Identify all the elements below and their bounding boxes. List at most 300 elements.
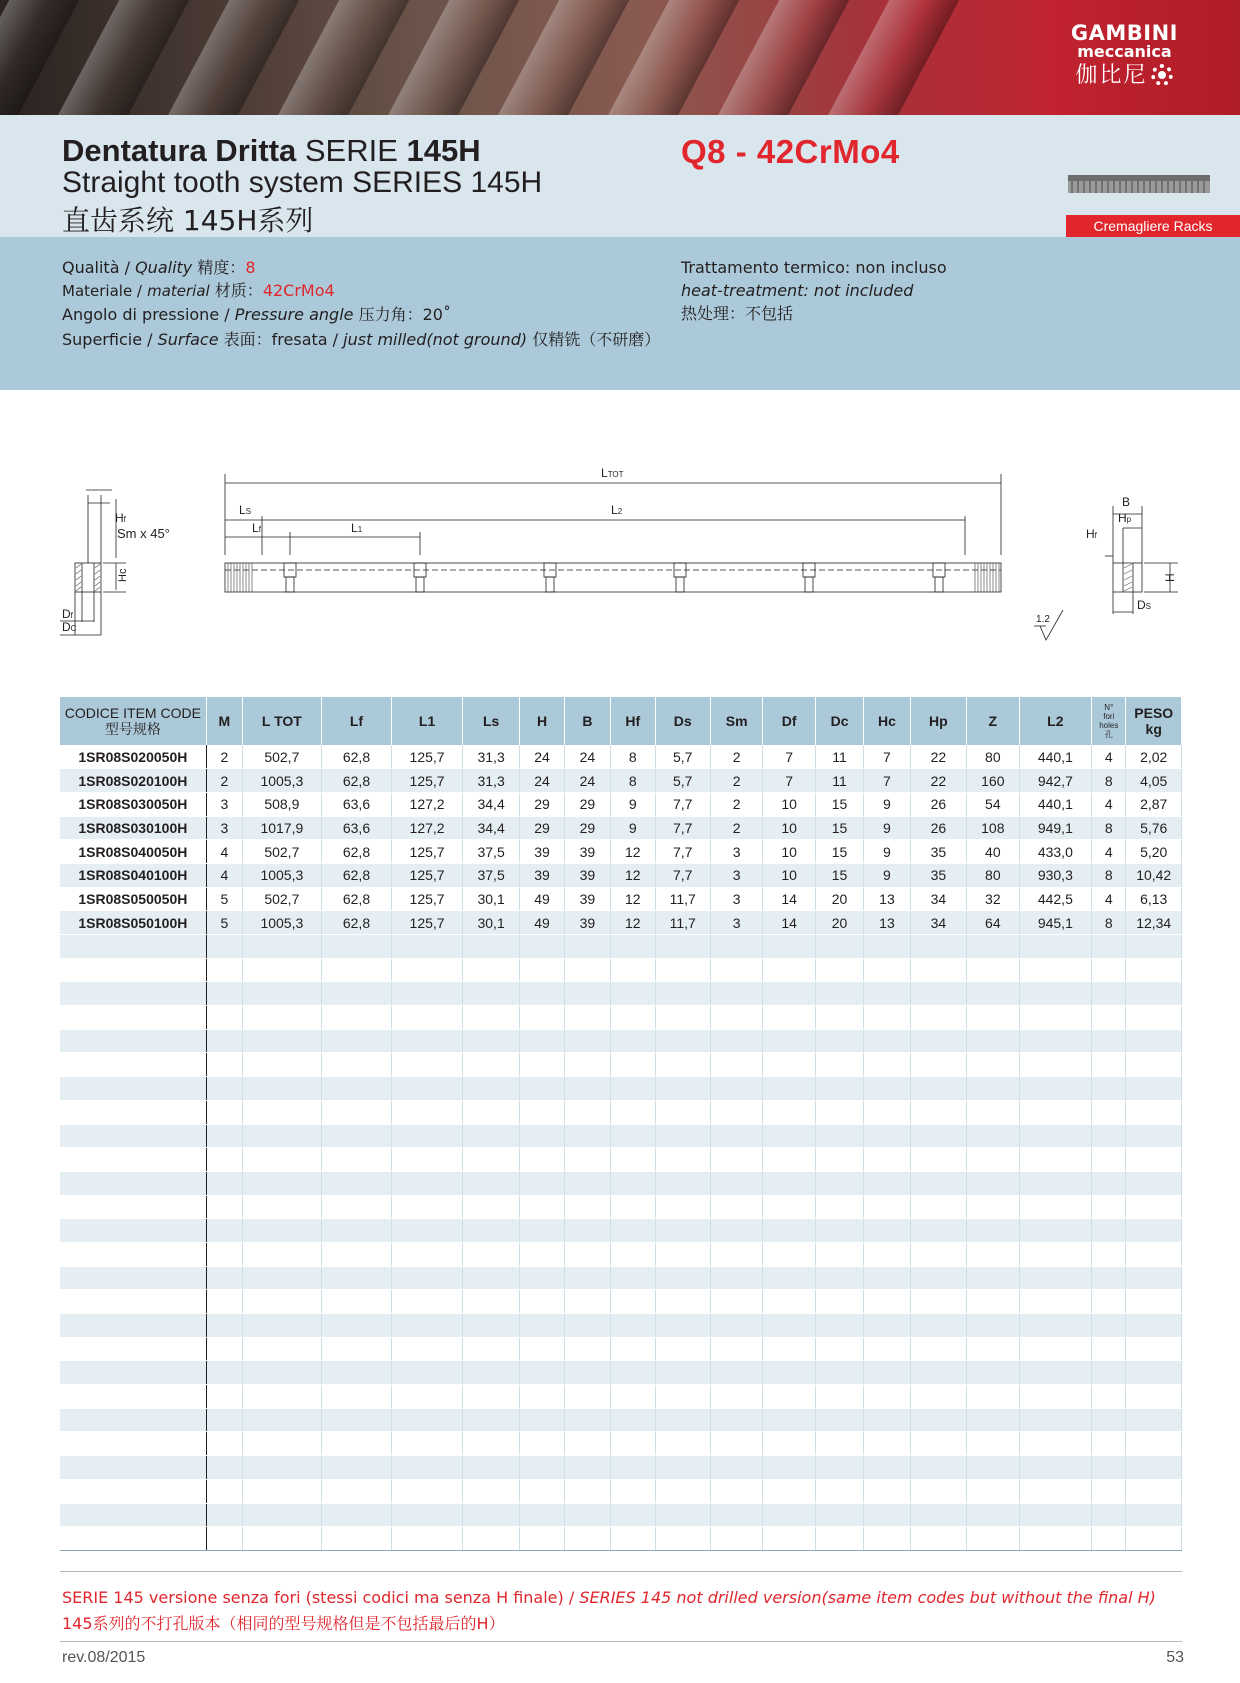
table-cell bbox=[243, 1124, 322, 1148]
table-cell bbox=[763, 1195, 815, 1219]
table-cell bbox=[321, 935, 392, 959]
table-cell bbox=[462, 1385, 519, 1409]
table-cell: 1005,3 bbox=[243, 769, 322, 793]
table-cell bbox=[611, 1527, 655, 1551]
table-cell bbox=[864, 982, 910, 1006]
table-cell: 125,7 bbox=[392, 863, 463, 887]
table-cell: 8 bbox=[611, 769, 655, 793]
table-row bbox=[60, 769, 1182, 793]
table-cell bbox=[864, 935, 910, 959]
table-cell: 40 bbox=[967, 840, 1019, 864]
table-cell bbox=[392, 1314, 463, 1338]
table-cell: 502,7 bbox=[243, 840, 322, 864]
table-cell bbox=[967, 1219, 1019, 1243]
table-cell: 12 bbox=[611, 863, 655, 887]
table-cell: 49 bbox=[520, 887, 564, 911]
table-cell bbox=[392, 1242, 463, 1266]
table-cell bbox=[520, 935, 564, 959]
table-cell: 125,7 bbox=[392, 745, 463, 769]
table-cell bbox=[1126, 1337, 1182, 1361]
table-cell: 12 bbox=[611, 911, 655, 935]
table-cell bbox=[206, 958, 242, 982]
table-cell: 29 bbox=[564, 792, 610, 816]
brand-subname: meccanica bbox=[1077, 42, 1172, 61]
table-cell bbox=[710, 1314, 762, 1338]
item-code-cell bbox=[60, 1266, 206, 1290]
dim-ls: LS bbox=[239, 503, 252, 517]
col-header-sm: Sm bbox=[710, 697, 762, 745]
table-cell: 35 bbox=[910, 863, 966, 887]
empty-table-row bbox=[60, 1029, 1182, 1053]
table-cell bbox=[710, 1432, 762, 1456]
table-cell bbox=[321, 1314, 392, 1338]
table-cell bbox=[710, 935, 762, 959]
table-cell: 4 bbox=[1092, 792, 1126, 816]
item-code-cell: 1SR08S050100H bbox=[60, 911, 206, 935]
table-cell bbox=[243, 1503, 322, 1527]
table-cell bbox=[321, 1456, 392, 1480]
dim-hf-left: Hf bbox=[115, 511, 126, 525]
table-cell: 2,87 bbox=[1126, 792, 1182, 816]
empty-table-row bbox=[60, 1337, 1182, 1361]
footer-note-series bbox=[62, 1588, 1156, 1607]
table-cell bbox=[564, 1053, 610, 1077]
table-cell bbox=[462, 958, 519, 982]
spec-label-en: material bbox=[147, 282, 210, 300]
table-cell bbox=[520, 1432, 564, 1456]
table-cell bbox=[392, 1527, 463, 1551]
table-cell bbox=[206, 1053, 242, 1077]
table-cell bbox=[815, 1219, 863, 1243]
table-cell bbox=[564, 1503, 610, 1527]
table-cell bbox=[710, 982, 762, 1006]
table-cell bbox=[392, 1456, 463, 1480]
table-cell bbox=[1126, 1053, 1182, 1077]
title-it-prefix: Dentatura Dritta bbox=[62, 133, 297, 168]
table-cell bbox=[564, 1432, 610, 1456]
table-cell bbox=[520, 1290, 564, 1314]
table-cell bbox=[392, 1432, 463, 1456]
table-cell bbox=[864, 1006, 910, 1030]
table-cell bbox=[655, 1124, 710, 1148]
table-cell bbox=[910, 1314, 966, 1338]
item-code-cell bbox=[60, 1479, 206, 1503]
table-cell bbox=[1019, 982, 1092, 1006]
table-cell bbox=[1092, 1100, 1126, 1124]
table-cell: 20 bbox=[815, 887, 863, 911]
table-cell bbox=[462, 1171, 519, 1195]
spec-value: 8 bbox=[245, 258, 256, 277]
table-cell bbox=[564, 1077, 610, 1101]
table-cell bbox=[815, 1195, 863, 1219]
table-cell bbox=[967, 1337, 1019, 1361]
table-cell bbox=[321, 1171, 392, 1195]
table-cell bbox=[967, 958, 1019, 982]
table-cell bbox=[967, 1006, 1019, 1030]
table-cell: 8 bbox=[1092, 769, 1126, 793]
table-cell bbox=[655, 1053, 710, 1077]
table-cell bbox=[815, 1337, 863, 1361]
footer-note-en: SERIES 145 not drilled version(same item codes but without the final H) bbox=[579, 1588, 1156, 1607]
item-code-cell bbox=[60, 935, 206, 959]
table-cell bbox=[392, 1337, 463, 1361]
table-cell bbox=[321, 1503, 392, 1527]
table-cell: 125,7 bbox=[392, 840, 463, 864]
table-cell bbox=[1019, 1337, 1092, 1361]
table-cell bbox=[206, 1171, 242, 1195]
table-cell bbox=[1092, 1124, 1126, 1148]
table-cell bbox=[910, 1195, 966, 1219]
table-cell bbox=[392, 1077, 463, 1101]
table-cell bbox=[763, 1314, 815, 1338]
table-cell bbox=[243, 958, 322, 982]
table-cell: 160 bbox=[967, 769, 1019, 793]
table-cell bbox=[564, 1171, 610, 1195]
table-cell bbox=[967, 1100, 1019, 1124]
table-cell: 39 bbox=[520, 863, 564, 887]
table-cell bbox=[611, 1171, 655, 1195]
table-cell bbox=[206, 1527, 242, 1551]
brand-logo bbox=[1071, 22, 1178, 90]
table-cell: 54 bbox=[967, 792, 1019, 816]
table-cell bbox=[611, 958, 655, 982]
table-cell: 945,1 bbox=[1019, 911, 1092, 935]
col-header-z: Z bbox=[967, 697, 1019, 745]
table-cell bbox=[1126, 1456, 1182, 1480]
table-cell bbox=[1019, 1171, 1092, 1195]
footer-note-separator: / bbox=[563, 1588, 580, 1607]
table-cell: 7 bbox=[864, 769, 910, 793]
table-cell: 30,1 bbox=[462, 911, 519, 935]
table-cell bbox=[243, 1361, 322, 1385]
table-cell bbox=[206, 1195, 242, 1219]
table-cell bbox=[763, 1148, 815, 1172]
table-cell: 8 bbox=[1092, 863, 1126, 887]
spec-heat-en-text: heat-treatment: not included bbox=[681, 281, 914, 300]
table-cell bbox=[1092, 1266, 1126, 1290]
table-cell bbox=[864, 1195, 910, 1219]
dim-h: H bbox=[1163, 573, 1177, 582]
table-cell bbox=[815, 1100, 863, 1124]
col-header-m: M bbox=[206, 697, 242, 745]
page-number: 53 bbox=[1166, 1649, 1184, 1666]
table-cell bbox=[564, 1408, 610, 1432]
table-cell bbox=[815, 1006, 863, 1030]
brand-chinese-text: 伽比尼 bbox=[1075, 62, 1148, 87]
brand-name: GAMBINI bbox=[1070, 21, 1178, 45]
table-cell bbox=[206, 1124, 242, 1148]
dim-ds: DS bbox=[1137, 598, 1152, 612]
table-cell: 3 bbox=[206, 792, 242, 816]
table-cell bbox=[520, 1385, 564, 1409]
item-code-cell bbox=[60, 1029, 206, 1053]
table-cell bbox=[763, 1290, 815, 1314]
table-cell bbox=[864, 1337, 910, 1361]
table-cell bbox=[655, 1266, 710, 1290]
table-cell bbox=[243, 1314, 322, 1338]
table-cell bbox=[815, 1266, 863, 1290]
table-cell bbox=[243, 1100, 322, 1124]
table-cell bbox=[910, 1029, 966, 1053]
table-cell bbox=[1092, 1006, 1126, 1030]
table-cell bbox=[1019, 1527, 1092, 1551]
roughness-value: 1.2 bbox=[1036, 614, 1050, 625]
table-cell bbox=[1092, 1148, 1126, 1172]
table-cell bbox=[710, 1503, 762, 1527]
table-cell: 15 bbox=[815, 816, 863, 840]
table-cell bbox=[710, 1077, 762, 1101]
table-cell bbox=[321, 1432, 392, 1456]
table-cell bbox=[710, 1006, 762, 1030]
title-it-code: 145H bbox=[406, 133, 481, 168]
table-cell bbox=[321, 1100, 392, 1124]
table-cell bbox=[763, 958, 815, 982]
table-cell bbox=[655, 1361, 710, 1385]
table-cell bbox=[564, 1006, 610, 1030]
col-header-ls: Ls bbox=[462, 697, 519, 745]
empty-table-row bbox=[60, 1456, 1182, 1480]
table-cell bbox=[967, 1148, 1019, 1172]
table-cell bbox=[206, 1408, 242, 1432]
table-cell: 4 bbox=[206, 863, 242, 887]
table-cell bbox=[864, 1029, 910, 1053]
spec-label-cn: 表面： bbox=[223, 330, 272, 349]
item-code-cell bbox=[60, 1006, 206, 1030]
table-cell: 32 bbox=[967, 887, 1019, 911]
empty-table-row bbox=[60, 1006, 1182, 1030]
table-cell bbox=[1019, 1456, 1092, 1480]
spec-pressure-angle: Angolo di pressione / Pressure angle 压力角：20˚ bbox=[62, 305, 451, 324]
table-cell: 7,7 bbox=[655, 840, 710, 864]
table-cell: 24 bbox=[520, 769, 564, 793]
table-cell bbox=[520, 1266, 564, 1290]
table-cell: 11,7 bbox=[655, 887, 710, 911]
table-cell bbox=[655, 1456, 710, 1480]
table-cell bbox=[763, 1408, 815, 1432]
table-cell bbox=[611, 1337, 655, 1361]
table-cell bbox=[967, 982, 1019, 1006]
table-cell bbox=[967, 1456, 1019, 1480]
item-code-cell bbox=[60, 982, 206, 1006]
table-cell bbox=[1019, 958, 1092, 982]
table-cell bbox=[392, 935, 463, 959]
table-cell bbox=[206, 1385, 242, 1409]
table-cell bbox=[864, 1266, 910, 1290]
table-cell bbox=[1126, 1148, 1182, 1172]
table-cell bbox=[321, 1219, 392, 1243]
dim-b: B bbox=[1122, 495, 1131, 509]
table-cell bbox=[763, 935, 815, 959]
table-cell bbox=[206, 1029, 242, 1053]
table-cell bbox=[462, 1029, 519, 1053]
table-cell bbox=[655, 1337, 710, 1361]
table-cell: 62,8 bbox=[321, 769, 392, 793]
table-cell: 125,7 bbox=[392, 911, 463, 935]
table-cell bbox=[243, 1479, 322, 1503]
col-header-holes-fori: fori bbox=[1103, 712, 1115, 721]
table-cell bbox=[611, 1290, 655, 1314]
table-cell bbox=[1126, 1290, 1182, 1314]
table-cell bbox=[392, 1006, 463, 1030]
table-cell bbox=[910, 1408, 966, 1432]
table-cell: 62,8 bbox=[321, 887, 392, 911]
table-cell bbox=[910, 1077, 966, 1101]
table-cell bbox=[967, 1171, 1019, 1195]
table-cell bbox=[611, 1503, 655, 1527]
table-row bbox=[60, 745, 1182, 769]
table-cell bbox=[1092, 1195, 1126, 1219]
table-cell: 15 bbox=[815, 863, 863, 887]
table-cell bbox=[206, 1219, 242, 1243]
table-cell bbox=[1092, 1503, 1126, 1527]
table-cell bbox=[321, 982, 392, 1006]
table-cell bbox=[1019, 1385, 1092, 1409]
table-cell bbox=[462, 1503, 519, 1527]
table-cell bbox=[611, 1124, 655, 1148]
page-title-english: Straight tooth system SERIES 145H bbox=[62, 166, 543, 199]
table-cell bbox=[710, 1148, 762, 1172]
col-header-hc: Hc bbox=[864, 697, 910, 745]
table-cell bbox=[564, 1527, 610, 1551]
table-cell bbox=[910, 1100, 966, 1124]
table-cell bbox=[710, 1408, 762, 1432]
table-cell bbox=[206, 1242, 242, 1266]
table-cell bbox=[321, 1290, 392, 1314]
table-cell bbox=[321, 1242, 392, 1266]
table-cell: 3 bbox=[710, 863, 762, 887]
table-cell bbox=[815, 1171, 863, 1195]
table-cell: 6,13 bbox=[1126, 887, 1182, 911]
table-cell bbox=[520, 1148, 564, 1172]
table-cell bbox=[520, 1053, 564, 1077]
table-cell bbox=[462, 1266, 519, 1290]
table-cell bbox=[763, 1385, 815, 1409]
table-cell bbox=[611, 1361, 655, 1385]
table-cell bbox=[564, 1124, 610, 1148]
table-cell bbox=[1126, 1503, 1182, 1527]
spec-heat-en bbox=[681, 281, 913, 301]
spec-label-cn: 材质： bbox=[214, 281, 263, 300]
table-cell bbox=[1126, 1361, 1182, 1385]
table-cell: 63,6 bbox=[321, 816, 392, 840]
table-cell bbox=[1092, 1077, 1126, 1101]
table-cell bbox=[763, 1219, 815, 1243]
spec-value: 42CrMo4 bbox=[262, 281, 335, 300]
table-cell: 9 bbox=[864, 863, 910, 887]
table-cell bbox=[392, 1408, 463, 1432]
table-cell bbox=[815, 935, 863, 959]
table-cell: 949,1 bbox=[1019, 816, 1092, 840]
table-cell: 63,6 bbox=[321, 792, 392, 816]
table-cell bbox=[392, 1124, 463, 1148]
table-cell bbox=[815, 982, 863, 1006]
revision-label: rev.08/2015 bbox=[62, 1649, 146, 1666]
spec-surface: Superficie / Surface 表面：fresata / just milled(not ground) 仅精铣（不研磨） bbox=[62, 330, 661, 349]
table-cell bbox=[206, 1077, 242, 1101]
table-cell bbox=[206, 1503, 242, 1527]
dim-hp: Hp bbox=[1118, 511, 1132, 525]
col-header-code bbox=[60, 697, 206, 745]
table-cell: 1005,3 bbox=[243, 911, 322, 935]
table-cell: 62,8 bbox=[321, 911, 392, 935]
item-code-cell bbox=[60, 1195, 206, 1219]
table-cell bbox=[763, 1479, 815, 1503]
item-code-cell: 1SR08S040100H bbox=[60, 863, 206, 887]
table-cell bbox=[243, 1337, 322, 1361]
table-cell bbox=[1019, 1029, 1092, 1053]
table-cell bbox=[910, 1503, 966, 1527]
table-cell bbox=[967, 1527, 1019, 1551]
table-cell bbox=[462, 1124, 519, 1148]
table-cell bbox=[1126, 1195, 1182, 1219]
table-cell bbox=[655, 1171, 710, 1195]
table-cell: 29 bbox=[520, 792, 564, 816]
table-cell bbox=[967, 1408, 1019, 1432]
table-cell bbox=[1092, 1171, 1126, 1195]
empty-table-row bbox=[60, 1479, 1182, 1503]
table-cell bbox=[243, 1408, 322, 1432]
table-cell bbox=[462, 1361, 519, 1385]
table-cell bbox=[710, 1029, 762, 1053]
table-cell bbox=[1126, 1385, 1182, 1409]
table-cell bbox=[710, 1100, 762, 1124]
footer-divider bbox=[60, 1571, 1182, 1572]
table-row bbox=[60, 863, 1182, 887]
table-cell bbox=[655, 1077, 710, 1101]
table-cell bbox=[763, 1029, 815, 1053]
table-cell bbox=[864, 1171, 910, 1195]
table-cell bbox=[910, 1337, 966, 1361]
table-cell bbox=[243, 1053, 322, 1077]
table-cell bbox=[520, 1077, 564, 1101]
table-cell bbox=[1019, 1006, 1092, 1030]
item-code-cell bbox=[60, 1148, 206, 1172]
table-cell bbox=[864, 1432, 910, 1456]
table-cell bbox=[710, 1456, 762, 1480]
item-code-cell bbox=[60, 1361, 206, 1385]
table-cell bbox=[1019, 1219, 1092, 1243]
table-cell bbox=[462, 1242, 519, 1266]
table-row bbox=[60, 816, 1182, 840]
table-cell: 24 bbox=[520, 745, 564, 769]
table-cell: 62,8 bbox=[321, 745, 392, 769]
table-cell bbox=[910, 1266, 966, 1290]
table-cell bbox=[910, 1219, 966, 1243]
table-cell bbox=[655, 1503, 710, 1527]
table-cell bbox=[967, 1385, 1019, 1409]
table-cell bbox=[243, 1006, 322, 1030]
table-cell: 49 bbox=[520, 911, 564, 935]
table-cell: 62,8 bbox=[321, 863, 392, 887]
table-cell bbox=[710, 1385, 762, 1409]
table-cell bbox=[710, 1053, 762, 1077]
table-cell bbox=[611, 1314, 655, 1338]
table-cell bbox=[910, 1479, 966, 1503]
spec-label-en: Quality bbox=[135, 258, 193, 277]
table-cell bbox=[1092, 958, 1126, 982]
spec-value-en: just milled(not ground) bbox=[343, 330, 528, 349]
table-cell: 34 bbox=[910, 911, 966, 935]
item-code-cell bbox=[60, 1337, 206, 1361]
table-cell bbox=[864, 1503, 910, 1527]
table-cell bbox=[1126, 1100, 1182, 1124]
table-cell bbox=[321, 1361, 392, 1385]
table-cell bbox=[815, 1432, 863, 1456]
table-cell bbox=[611, 1148, 655, 1172]
table-cell bbox=[1126, 1527, 1182, 1551]
table-cell: 8 bbox=[1092, 911, 1126, 935]
table-cell bbox=[1126, 1077, 1182, 1101]
